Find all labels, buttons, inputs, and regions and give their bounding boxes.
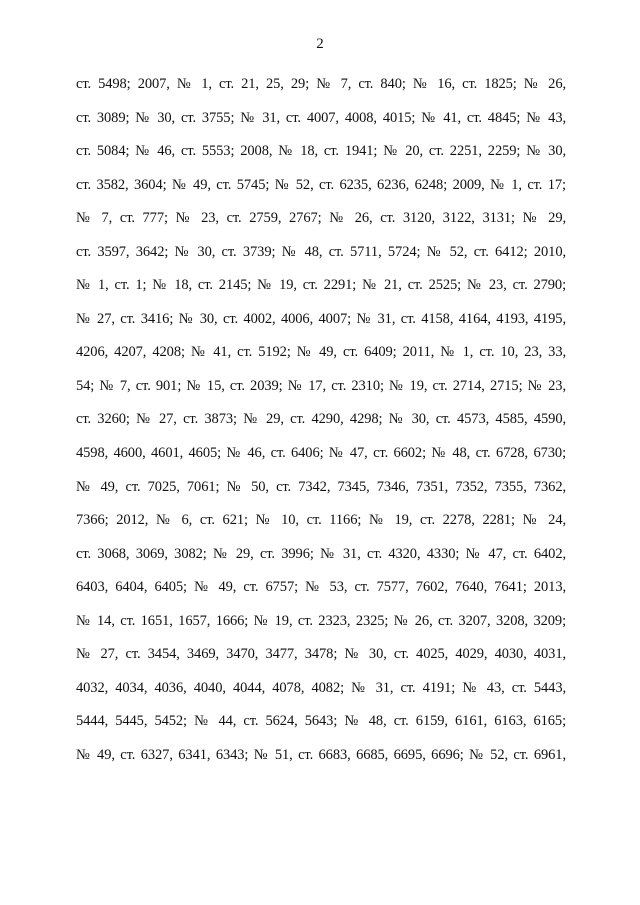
- text-line: ст. 5084; № 46, ст. 5553; 2008, № 18, ст. 1941; № 20, ст. 2251, 2259; № 30,: [76, 143, 566, 160]
- text-line: № 49, ст. 7025, 7061; № 50, ст. 7342, 7345, 7346, 7351, 7352, 7355, 7362,: [76, 478, 566, 495]
- document-body: [76, 68, 566, 772]
- text-line: № 27, ст. 3454, 3469, 3470, 3477, 3478; № 30, ст. 4025, 4029, 4030, 4031,: [76, 646, 566, 663]
- text-line: ст. 5498; 2007, № 1, ст. 21, 25, 29; № 7, ст. 840; № 16, ст. 1825; № 26,: [76, 76, 566, 92]
- text-line: ст. 3597, 3642; № 30, ст. 3739; № 48, ст. 5711, 5724; № 52, ст. 6412; 2010,: [76, 243, 566, 260]
- text-line: ст. 3068, 3069, 3082; № 29, ст. 3996; № 31, ст. 4320, 4330; № 47, ст. 6402,: [76, 545, 566, 562]
- text-line: ст. 3582, 3604; № 49, ст. 5745; № 52, ст. 6235, 6236, 6248; 2009, № 1, ст. 17;: [76, 176, 566, 193]
- text-line: № 1, ст. 1; № 18, ст. 2145; № 19, ст. 2291; № 21, ст. 2525; № 23, ст. 2790;: [76, 277, 566, 294]
- text-line: № 14, ст. 1651, 1657, 1666; № 19, ст. 2323, 2325; № 26, ст. 3207, 3208, 3209;: [76, 612, 566, 629]
- text-line: 4206, 4207, 4208; № 41, ст. 5192; № 49, ст. 6409; 2011, № 1, ст. 10, 23, 33,: [76, 344, 566, 361]
- text-line: № 27, ст. 3416; № 30, ст. 4002, 4006, 4007; № 31, ст. 4158, 4164, 4193, 4195,: [76, 310, 566, 327]
- text-line: 4032, 4034, 4036, 4040, 4044, 4078, 4082; № 31, ст. 4191; № 43, ст. 5443,: [76, 679, 566, 696]
- text-line: 5444, 5445, 5452; № 44, ст. 5624, 5643; № 48, ст. 6159, 6161, 6163, 6165;: [76, 713, 566, 730]
- text-line: ст. 3089; № 30, ст. 3755; № 31, ст. 4007, 4008, 4015; № 41, ст. 4845; № 43,: [76, 109, 566, 126]
- text-line: ст. 3260; № 27, ст. 3873; № 29, ст. 4290, 4298; № 30, ст. 4573, 4585, 4590,: [76, 411, 566, 428]
- text-line: 7366; 2012, № 6, ст. 621; № 10, ст. 1166; № 19, ст. 2278, 2281; № 24,: [76, 512, 566, 529]
- text-line: № 49, ст. 6327, 6341, 6343; № 51, ст. 6683, 6685, 6695, 6696; № 52, ст. 6961,: [76, 746, 566, 763]
- page-number: 2: [316, 36, 324, 52]
- text-line: № 7, ст. 777; № 23, ст. 2759, 2767; № 26, ст. 3120, 3122, 3131; № 29,: [76, 210, 566, 227]
- text-line: 4598, 4600, 4601, 4605; № 46, ст. 6406; № 47, ст. 6602; № 48, ст. 6728, 6730;: [76, 445, 566, 462]
- text-line: 54; № 7, ст. 901; № 15, ст. 2039; № 17, ст. 2310; № 19, ст. 2714, 2715; № 23,: [76, 377, 566, 394]
- text-line: 6403, 6404, 6405; № 49, ст. 6757; № 53, ст. 7577, 7602, 7640, 7641; 2013,: [76, 579, 566, 596]
